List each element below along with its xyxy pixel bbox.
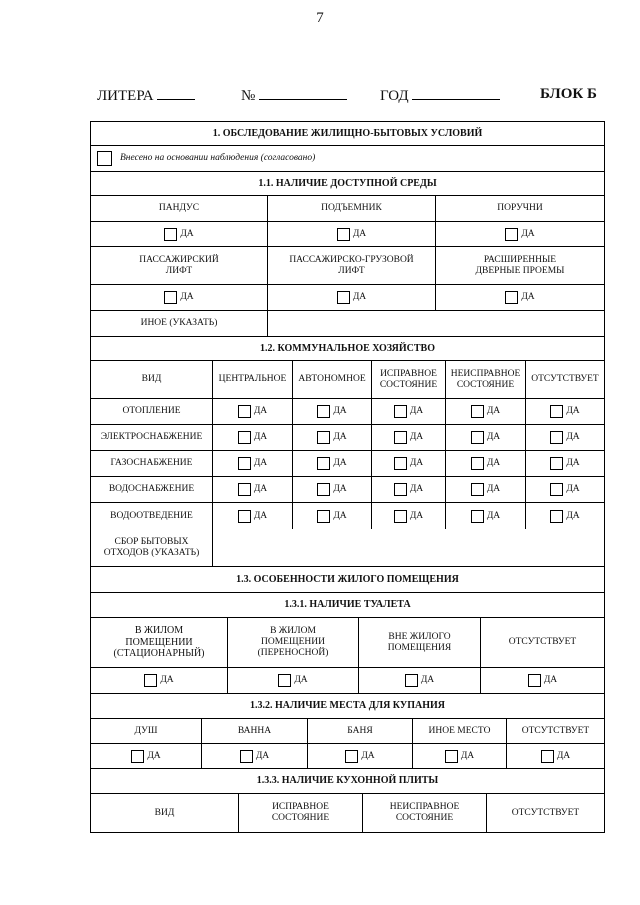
utility-broken-checkbox[interactable] <box>471 405 484 418</box>
utility-autonomous-checkbox[interactable] <box>317 405 330 418</box>
yes-label: ДА <box>566 432 580 443</box>
observation-checkbox[interactable] <box>97 151 112 166</box>
yes-label: ДА <box>486 484 501 495</box>
yes-label: ДА <box>409 432 424 443</box>
utility-broken-check <box>446 425 526 450</box>
section-title: 1. ОБСЛЕДОВАНИЕ ЖИЛИЩНО-БЫТОВЫХ УСЛОВИЙ <box>212 127 483 139</box>
yes-label: ДА <box>333 458 347 469</box>
col-central: ЦЕНТРАЛЬНОЕ <box>213 361 293 398</box>
utility-working-checkbox[interactable] <box>394 405 407 418</box>
yes-label: ДА <box>486 432 501 443</box>
utility-central-checkbox[interactable] <box>238 510 251 523</box>
access-other-row <box>91 311 604 337</box>
yes-label: ДА <box>543 675 558 686</box>
yes-label: ДА <box>420 675 435 686</box>
observation-row <box>91 146 604 172</box>
cargo-lift-label: ПАССАЖИРСКО-ГРУЗОВОЙ ЛИФТ <box>268 247 436 284</box>
yes-label: ДА <box>521 228 535 239</box>
section-title: 1.3.1. НАЛИЧИЕ ТУАЛЕТА <box>284 599 411 611</box>
utility-type-label: ГАЗОСНАБЖЕНИЕ <box>91 451 213 476</box>
col-absent: ОТСУТСТВУЕТ <box>531 374 599 385</box>
toilet-portable-label: В ЖИЛОМ ПОМЕЩЕНИИ (ПЕРЕНОСНОЙ) <box>228 618 359 667</box>
cargo-lift-checkbox[interactable] <box>337 291 350 304</box>
utility-working-check <box>372 399 446 424</box>
other-place-check <box>413 744 507 768</box>
section-title: 1.3. ОСОБЕННОСТИ ЖИЛОГО ПОМЕЩЕНИЯ <box>236 573 459 585</box>
yes-label: ДА <box>566 484 580 495</box>
stove-broken-label: НЕИСПРАВНОЕ СОСТОЯНИЕ <box>363 794 487 832</box>
section-title: 1.3.3. НАЛИЧИЕ КУХОННОЙ ПЛИТЫ <box>256 775 439 787</box>
utility-absent-check <box>526 399 604 424</box>
bathing-absent-label: ОТСУТСТВУЕТ <box>521 725 590 736</box>
utility-absent-check <box>526 477 604 502</box>
banya-label: БАНЯ <box>308 719 413 743</box>
waste-input[interactable] <box>213 529 604 566</box>
number-input[interactable] <box>259 86 347 100</box>
toilet-outside-check <box>359 668 481 693</box>
stove-working-label: ИСПРАВНОЕ СОСТОЯНИЕ <box>239 794 363 832</box>
lift-checkbox[interactable] <box>337 228 350 241</box>
yes-label: ДА <box>352 292 367 303</box>
utility-autonomous-checkbox[interactable] <box>317 431 330 444</box>
utility-row <box>91 399 604 425</box>
stove-absent-label: ОТСУТСТВУЕТ <box>511 807 580 818</box>
utility-autonomous-check <box>293 451 372 476</box>
yes-label: ДА <box>255 750 270 761</box>
yes-label: ДА <box>160 675 174 686</box>
handrails-check <box>436 222 604 246</box>
utility-central-checkbox[interactable] <box>238 457 251 470</box>
utility-row <box>91 477 604 503</box>
year-input[interactable] <box>412 86 500 100</box>
yes-label: ДА <box>333 406 347 417</box>
utility-absent-check <box>526 503 604 529</box>
utility-central-check <box>213 399 293 424</box>
other-place-label: ИНОЕ МЕСТО <box>413 719 507 743</box>
utility-autonomous-check <box>293 503 372 529</box>
section-title: 1.1. НАЛИЧИЕ ДОСТУПНОЙ СРЕДЫ <box>258 177 437 189</box>
utility-working-check <box>372 425 446 450</box>
yes-label: ДА <box>361 750 375 761</box>
utility-working-checkbox[interactable] <box>394 457 407 470</box>
utility-working-checkbox[interactable] <box>394 510 407 523</box>
utility-absent-checkbox[interactable] <box>550 457 563 470</box>
toilet-portable-check <box>228 668 359 693</box>
access-row-2-labels <box>91 247 604 285</box>
utility-working-check <box>372 477 446 502</box>
utility-broken-check <box>446 503 526 529</box>
passenger-lift-checkbox[interactable] <box>164 291 177 304</box>
yes-label: ДА <box>294 675 308 686</box>
utility-broken-checkbox[interactable] <box>471 457 484 470</box>
utility-central-checkbox[interactable] <box>238 431 251 444</box>
yes-label: ДА <box>566 510 580 521</box>
toilet-stationary-check <box>91 668 228 693</box>
access-row-1-checks <box>91 222 604 247</box>
observation-note <box>91 146 604 171</box>
stove-type-label: ВИД <box>91 794 239 832</box>
utility-header-row <box>91 361 604 399</box>
yes-label: ДА <box>409 484 424 495</box>
utility-central-check <box>213 503 293 529</box>
col-type: ВИД <box>91 361 213 398</box>
ramp-label: ПАНДУС <box>91 196 268 221</box>
block-label: БЛОК Б <box>540 86 597 102</box>
utility-broken-checkbox[interactable] <box>471 510 484 523</box>
utility-broken-check <box>446 399 526 424</box>
section-1-3-header <box>91 567 604 593</box>
other-input[interactable] <box>268 311 604 336</box>
shower-check <box>91 744 202 768</box>
utility-row <box>91 451 604 477</box>
bath-label: ВАННА <box>202 719 308 743</box>
stove-labels-row <box>91 794 604 832</box>
yes-label: ДА <box>253 510 268 521</box>
utility-type-label: ВОДООТВЕДЕНИЕ <box>91 503 213 529</box>
yes-label: ДА <box>486 406 501 417</box>
utility-working-checkbox[interactable] <box>394 483 407 496</box>
bath-checkbox[interactable] <box>240 750 253 763</box>
access-row-1-labels <box>91 196 604 222</box>
utility-central-checkbox[interactable] <box>238 483 251 496</box>
lift-check <box>268 222 436 246</box>
utility-broken-checkbox[interactable] <box>471 431 484 444</box>
litera-label: ЛИТЕРА <box>97 88 154 104</box>
utility-type-label: ЭЛЕКТРОСНАБЖЕНИЕ <box>91 425 213 450</box>
year-label: ГОД <box>380 88 409 104</box>
utility-central-check <box>213 451 293 476</box>
utility-type-label: ОТОПЛЕНИЕ <box>91 399 213 424</box>
section-1-3-2-header <box>91 694 604 719</box>
yes-label: ДА <box>409 406 424 417</box>
yes-label: ДА <box>486 458 501 469</box>
toilet-outside-label: ВНЕ ЖИЛОГО ПОМЕЩЕНИЯ <box>359 618 481 667</box>
utility-broken-check <box>446 477 526 502</box>
litera-field <box>97 86 195 105</box>
year-field <box>380 86 500 105</box>
section-1-header <box>91 122 604 146</box>
number-field <box>241 86 347 105</box>
col-autonomous: АВТОНОМНОЕ <box>293 361 372 398</box>
utility-autonomous-checkbox[interactable] <box>317 510 330 523</box>
utility-central-checkbox[interactable] <box>238 405 251 418</box>
shower-checkbox[interactable] <box>131 750 144 763</box>
shower-label: ДУШ <box>91 719 202 743</box>
yes-label: ДА <box>409 510 424 521</box>
yes-label: ДА <box>253 484 268 495</box>
handrails-label: ПОРУЧНИ <box>497 203 543 214</box>
yes-label: ДА <box>333 432 347 443</box>
toilet-portable-checkbox[interactable] <box>278 674 291 687</box>
yes-label: ДА <box>566 406 580 417</box>
ramp-check <box>91 222 268 246</box>
litera-input[interactable] <box>157 86 195 100</box>
utility-broken-checkbox[interactable] <box>471 483 484 496</box>
yes-label: ДА <box>566 458 580 469</box>
utility-autonomous-checkbox[interactable] <box>317 457 330 470</box>
section-title: 1.2. КОММУНАЛЬНОЕ ХОЗЯЙСТВО <box>259 342 435 354</box>
utility-working-checkbox[interactable] <box>394 431 407 444</box>
banya-check <box>308 744 413 768</box>
toilet-absent-label: ОТСУТСТВУЕТ <box>508 637 577 648</box>
yes-label: ДА <box>352 228 367 239</box>
wide-doors-label: РАСШИРЕННЫЕ ДВЕРНЫЕ ПРОЕМЫ <box>475 254 565 276</box>
bathing-checks-row <box>91 744 604 769</box>
utility-absent-check <box>526 425 604 450</box>
utility-autonomous-check <box>293 399 372 424</box>
lift-label: ПОДЪЕМНИК <box>268 196 436 221</box>
section-1-1-header <box>91 172 604 196</box>
yes-label: ДА <box>253 406 268 417</box>
utility-absent-checkbox[interactable] <box>550 510 563 523</box>
banya-checkbox[interactable] <box>345 750 358 763</box>
page-number: 7 <box>316 10 324 26</box>
yes-label: ДА <box>486 510 501 521</box>
bath-check <box>202 744 308 768</box>
yes-label: ДА <box>180 292 194 303</box>
col-working: ИСПРАВНОЕ СОСТОЯНИЕ <box>372 361 446 398</box>
other-label: ИНОЕ (УКАЗАТЬ) <box>91 311 268 336</box>
utility-type-label: ВОДОСНАБЖЕНИЕ <box>91 477 213 502</box>
wide-doors-checkbox[interactable] <box>505 291 518 304</box>
utility-row <box>91 425 604 451</box>
yes-label: ДА <box>333 510 347 521</box>
yes-label: ДА <box>460 750 475 761</box>
yes-label: ДА <box>180 228 194 239</box>
utility-rows <box>91 399 604 529</box>
wide-doors-check <box>436 285 604 310</box>
yes-label: ДА <box>253 432 268 443</box>
toilet-outside-checkbox[interactable] <box>405 674 418 687</box>
yes-label: ДА <box>333 484 347 495</box>
utility-working-check <box>372 451 446 476</box>
utility-working-check <box>372 503 446 529</box>
number-label: № <box>241 88 256 104</box>
waste-row <box>91 529 604 567</box>
observation-label: Внесено на основании наблюдения (согласовано) <box>120 153 316 164</box>
utility-broken-check <box>446 451 526 476</box>
utility-central-check <box>213 425 293 450</box>
other-place-checkbox[interactable] <box>445 750 458 763</box>
utility-row <box>91 503 604 529</box>
toilet-stationary-checkbox[interactable] <box>144 674 157 687</box>
utility-central-check <box>213 477 293 502</box>
access-row-2-checks <box>91 285 604 311</box>
yes-label: ДА <box>253 458 268 469</box>
utility-absent-checkbox[interactable] <box>550 431 563 444</box>
toilet-stationary-label: В ЖИЛОМ ПОМЕЩЕНИИ (СТАЦИОНАРНЫЙ) <box>91 618 228 667</box>
passenger-lift-check <box>91 285 268 310</box>
section-1-2-header <box>91 337 604 361</box>
utility-autonomous-checkbox[interactable] <box>317 483 330 496</box>
waste-label: СБОР БЫТОВЫХ ОТХОДОВ (УКАЗАТЬ) <box>91 529 213 566</box>
yes-label: ДА <box>521 292 535 303</box>
utility-absent-check <box>526 451 604 476</box>
utility-autonomous-check <box>293 425 372 450</box>
passenger-lift-label: ПАССАЖИРСКИЙ ЛИФТ <box>91 247 268 284</box>
yes-label: ДА <box>147 750 161 761</box>
bathing-labels-row <box>91 719 604 744</box>
toilet-labels-row <box>91 618 604 668</box>
cargo-lift-check <box>268 285 436 310</box>
utility-absent-checkbox[interactable] <box>550 483 563 496</box>
ramp-checkbox[interactable] <box>164 228 177 241</box>
utility-autonomous-check <box>293 477 372 502</box>
section-1-3-3-header <box>91 769 604 794</box>
handrails-checkbox[interactable] <box>505 228 518 241</box>
utility-absent-checkbox[interactable] <box>550 405 563 418</box>
toilet-absent-checkbox[interactable] <box>528 674 541 687</box>
yes-label: ДА <box>409 458 424 469</box>
yes-label: ДА <box>556 750 571 761</box>
col-broken: НЕИСПРАВНОЕ СОСТОЯНИЕ <box>446 361 526 398</box>
section-title: 1.3.2. НАЛИЧИЕ МЕСТА ДЛЯ КУПАНИЯ <box>250 700 445 712</box>
section-1-3-1-header <box>91 593 604 618</box>
toilet-absent-check <box>481 668 604 693</box>
bathing-absent-checkbox[interactable] <box>541 750 554 763</box>
toilet-checks-row <box>91 668 604 694</box>
bathing-absent-check <box>507 744 604 768</box>
survey-form <box>90 121 605 833</box>
